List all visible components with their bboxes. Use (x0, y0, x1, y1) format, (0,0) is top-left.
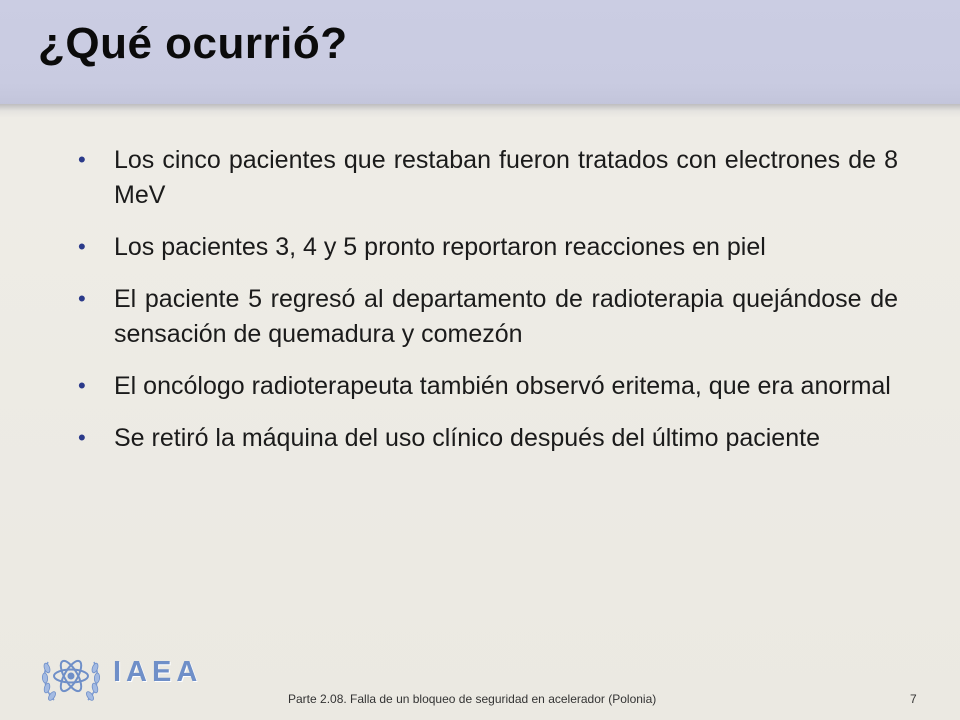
bullet-dot-icon: • (78, 147, 86, 172)
page-number: 7 (910, 692, 917, 706)
bullet-text: El oncólogo radioterapeuta también observó eritema, que era anormal (114, 372, 891, 400)
bullet-text: Los pacientes 3, 4 y 5 pronto reportaron reacciones en piel (114, 233, 766, 261)
bullet-item (78, 369, 898, 404)
bullet-dot-icon: • (78, 286, 86, 311)
bullet-dot-icon: • (78, 373, 86, 398)
iaea-logo-text: IAEA (113, 656, 203, 688)
bullet-item (78, 143, 898, 213)
bullet-text: Los cinco pacientes que restaban fueron tratados con electrones de 8 MeV (114, 146, 898, 209)
footer-caption: Parte 2.08. Falla de un bloqueo de seguridad en acelerador (Polonia) (288, 692, 657, 706)
bullet-list (78, 143, 898, 473)
slide-title: ¿Qué ocurrió? (38, 19, 348, 68)
bullet-dot-icon: • (78, 234, 86, 259)
bullet-item (78, 282, 898, 352)
bullet-item (78, 421, 898, 456)
iaea-atom-laurel-icon (38, 644, 104, 710)
title-band-shadow (0, 104, 960, 118)
bullet-dot-icon: • (78, 425, 86, 450)
bullet-text: El paciente 5 regresó al departamento de radioterapia quejándose de sensación de quemadura y comezón (114, 285, 898, 348)
bullet-text: Se retiró la máquina del uso clínico después del último paciente (114, 424, 820, 452)
bullet-item (78, 230, 898, 265)
